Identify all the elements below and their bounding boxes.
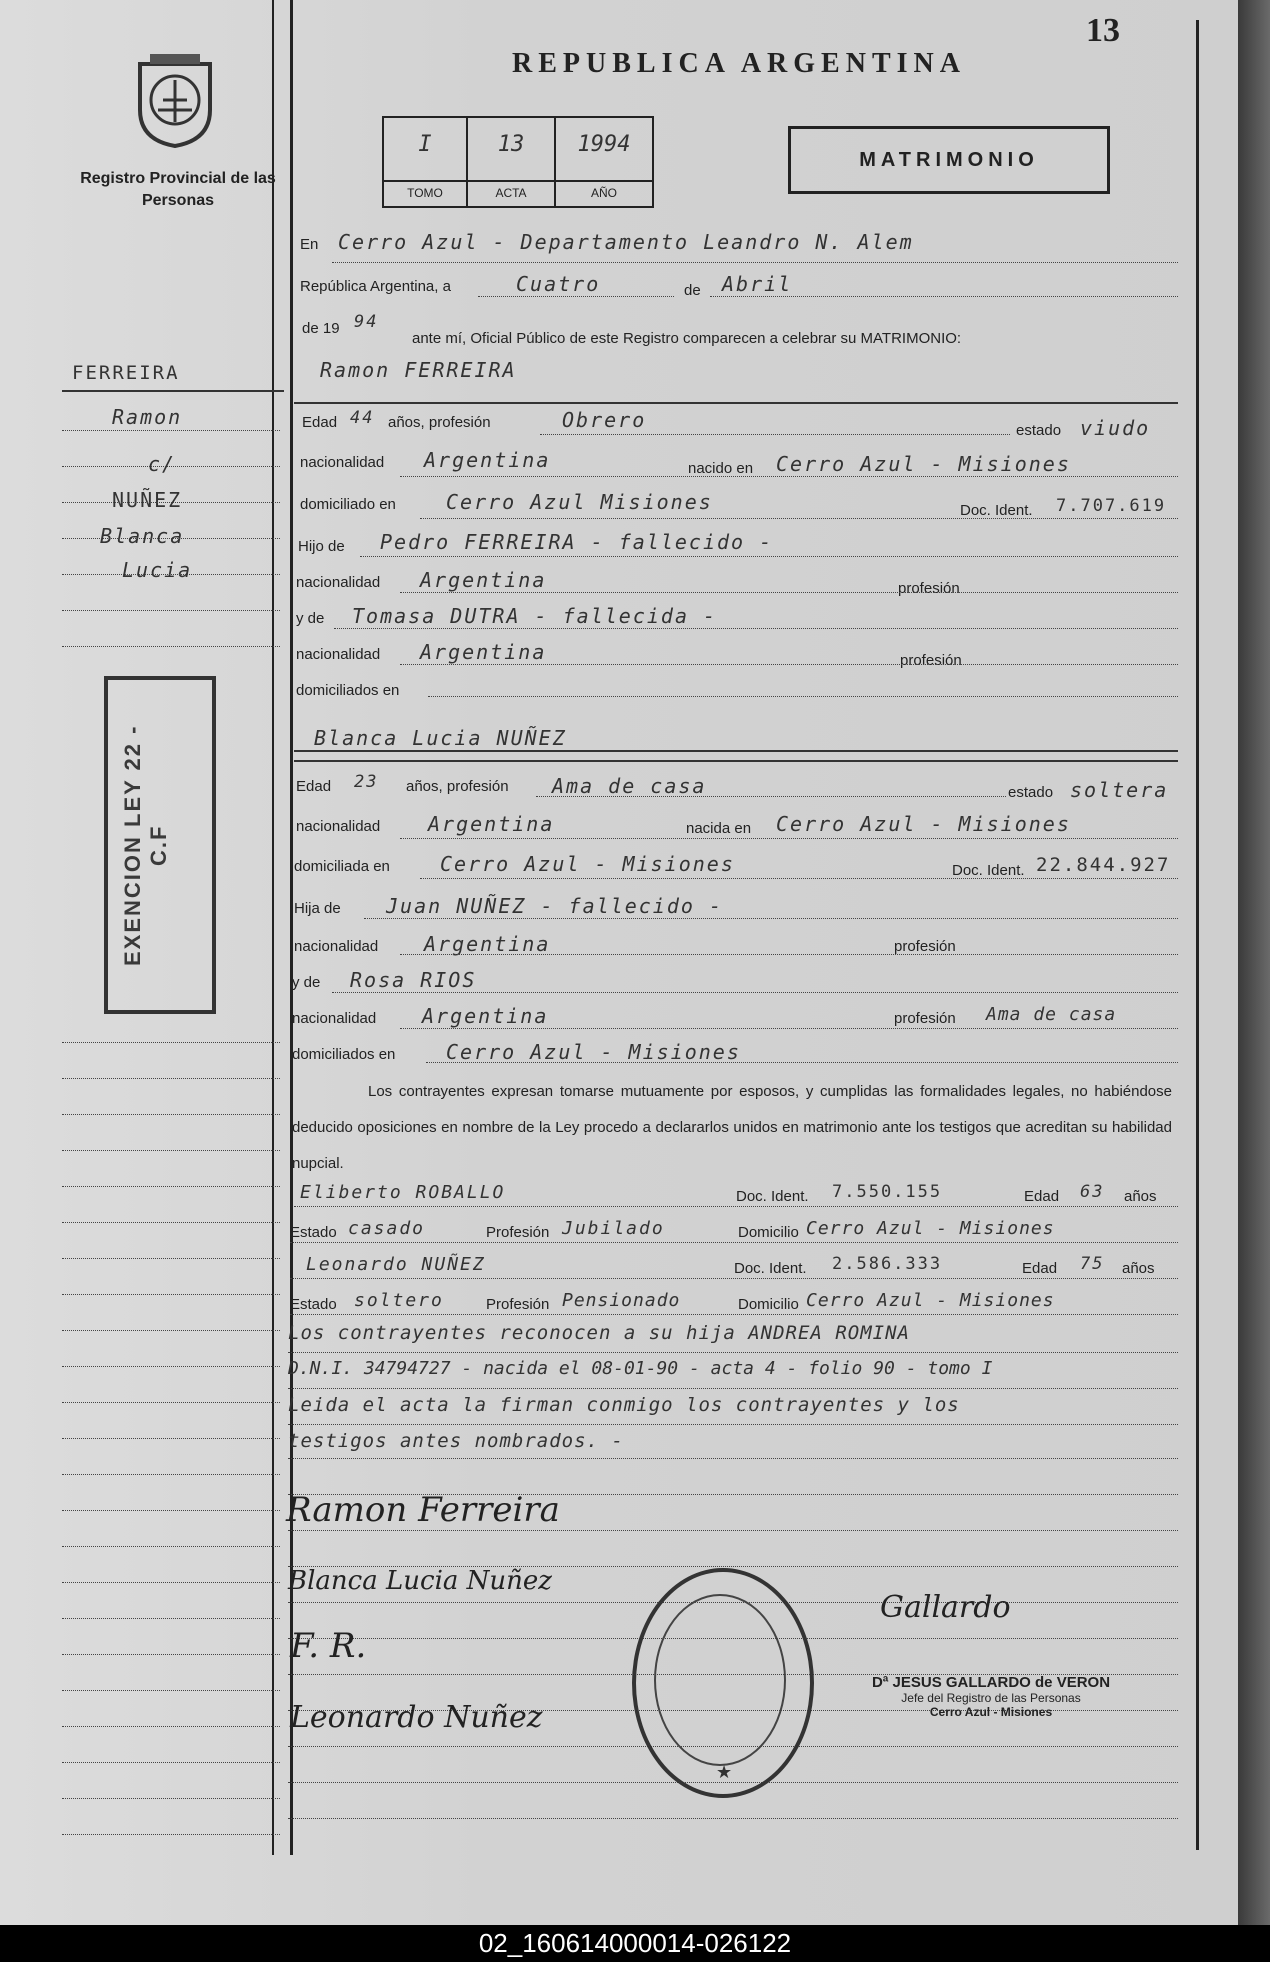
margin-ruled-line [62,1186,280,1187]
witness-2-estado-label: Estado [290,1296,337,1313]
witness-1-profesion: Jubilado [562,1218,665,1239]
exemption-stamp-text: EXENCION LEY 22 - C.F [120,724,171,966]
note-line: D.N.I. 34794727 - nacida el 08-01-90 - acta 4 - folio 90 - tomo I [288,1358,993,1379]
groom-padre-line [360,556,1178,557]
acta-cell [468,118,556,206]
witness-2-line2 [290,1314,1178,1315]
bride-madre-prof-label: profesión [894,1010,956,1027]
coat-of-arms-icon [130,50,220,150]
tomo-value: I [418,132,432,157]
bride-nac-line [400,838,1178,839]
groom-dom-label: domiciliado en [300,496,396,513]
bride-nacida: Cerro Azul - Misiones [776,812,1071,836]
groom-domiciliados-line [428,696,1178,697]
groom-padre: Pedro FERREIRA - fallecido - [380,530,774,554]
groom-madre-prof-label: profesión [900,652,962,669]
witness-2-name: Leonardo NUÑEZ [306,1254,486,1275]
margin-ruled-line [62,1078,280,1079]
margin-ruled-line [62,1834,280,1835]
bride-doc: 22.844.927 [1036,854,1171,876]
bride-edad: 23 [354,772,379,792]
margin-ruled-line [62,1690,280,1691]
bride-madre-nac: Argentina [422,1004,549,1028]
groom-doc-label: Doc. Ident. [960,502,1033,519]
record-number-box [382,116,654,208]
place-line [332,262,1178,263]
margin-ruled-line [62,1258,280,1259]
margin-ruled-line [62,430,280,431]
margin-ruled-line [62,502,280,503]
signature-bride: Blanca Lucia Nuñez [288,1566,552,1596]
anio-cell [556,118,652,206]
groom-anos-label: años, profesión [388,414,491,431]
witness-1-doc: 7.550.155 [832,1182,943,1202]
margin-line: NUÑEZ [112,488,183,512]
groom-padre-nac-label: nacionalidad [296,574,381,591]
tomo-label: TOMO [384,180,466,200]
margin-ruled-line [62,1042,280,1043]
republica-label: República Argentina, a [300,278,451,295]
groom-domicilio: Cerro Azul Misiones [446,490,713,514]
registry-name: Registro Provincial de las Personas [80,170,276,209]
groom-madre-nac-label: nacionalidad [296,646,381,663]
groom-yde-label: y de [296,610,325,627]
note-line: Los contrayentes reconocen a su hija ANDREA ROMINA [288,1322,910,1344]
margin-ruled-line [62,1618,280,1619]
groom-doc: 7.707.619 [1056,496,1167,516]
de-label: de [684,282,701,299]
bride-domiciliados-line [426,1062,1178,1063]
en-label: En [300,236,319,253]
image-caption: 02_160614000014-026122 [0,1925,1270,1962]
bride-nacionalidad: Argentina [428,812,555,836]
groom-padre-nac-line [400,592,1178,593]
margin-ruled-line [62,646,280,647]
groom-padre-prof-label: profesión [898,580,960,597]
official-name: Dª JESUS GALLARDO de VERON [871,1674,1111,1691]
witness-2-doc: 2.586.333 [832,1254,943,1274]
bride-domiciliados-label: domiciliados en [292,1046,396,1063]
margin-ruled-line [62,1222,280,1223]
witness-1-estado: casado [348,1218,426,1239]
ruled-line [288,1818,1178,1819]
witness-1-doc-label: Doc. Ident. [736,1188,809,1205]
groom-madre-nac-line [400,664,1178,665]
place-value: Cerro Azul - Departamento Leandro N. Alem [338,230,914,254]
month-line [710,296,1178,297]
acta-label: ACTA [468,180,554,200]
groom-padre-nac: Argentina [420,568,547,592]
signature-official: Gallardo [880,1590,1011,1625]
margin-rule-right [1196,20,1199,1850]
witness-2-estado: soltero [354,1290,444,1311]
note-rule [288,1352,1178,1353]
bride-yde-label: y de [292,974,321,991]
groom-profesion-line [540,434,1010,435]
groom-nacido: Cerro Azul - Misiones [776,452,1071,476]
groom-dom-line [420,518,1178,519]
margin-ruled-line [62,1582,280,1583]
bride-edad-label: Edad [296,778,332,795]
margin-ruled-line [62,1438,280,1439]
acta-value: 13 [497,132,525,157]
bride-profesion: Ama de casa [552,774,707,798]
groom-madre: Tomasa DUTRA - fallecida - [352,604,718,628]
margin-ruled-line [62,1294,280,1295]
margin-ruled-line [62,1366,280,1367]
note-rule [288,1388,1178,1389]
margin-ruled-line [62,1474,280,1475]
official-block [856,1674,1126,1719]
signature-groom: Ramon Ferreira [286,1490,560,1530]
bride-dom-label: domiciliada en [294,858,390,875]
margin-ruled-line [62,1510,280,1511]
groom-nac-line [400,476,1178,477]
bride-anos-label: años, profesión [406,778,509,795]
margin-rule-inner [272,0,274,1855]
groom-rule [294,402,1178,404]
margin-ruled-line [62,1762,280,1763]
official-place: Cerro Azul - Misiones [929,1705,1053,1719]
document-type-box: MATRIMONIO [788,126,1110,194]
margin-line: Ramon [112,405,183,429]
ante-text: ante mí, Oficial Público de este Registro comparecen a celebrar su MATRIMONIO: [412,330,962,347]
bride-nac-label: nacionalidad [296,818,381,835]
witness-1-edad: 63 [1080,1182,1105,1202]
note-rule [288,1458,1178,1459]
declaration-text: Los contrayentes expresan tomarse mutuamente por esposos, y cumplidas las formalidades legales, no habiéndose deducido oposiciones en nombre de la Ley procedo a declararlos unidos en matrimonio ante los testigos que acreditan su habilidad nupcial. [292,1083,1172,1172]
official-title: Jefe del Registro de las Personas [901,1691,1081,1705]
witness-2-profesion: Pensionado [562,1290,681,1311]
margin-ruled-line [62,1654,280,1655]
bride-rule-top [294,750,1178,752]
bride-nacida-label: nacida en [686,820,752,837]
witness-2-anos: años [1122,1260,1155,1277]
day-line [478,296,674,297]
bride-rule [294,760,1178,762]
margin-ruled-line [62,1330,280,1331]
margin-ruled-line [62,1402,280,1403]
groom-domiciliados-label: domiciliados en [296,682,400,699]
margin-ruled-line [62,1114,280,1115]
tomo-cell [384,118,468,206]
margin-ruled-line [62,574,280,575]
witness-1-line [294,1206,1178,1207]
witness-1-line2 [290,1242,1178,1243]
margin-ruled-line [62,610,280,611]
signature-witness-1: F. R. [290,1626,367,1666]
witness-2-dom-label: Domicilio [738,1296,799,1313]
bride-domiciliados: Cerro Azul - Misiones [446,1040,741,1064]
bride-madre: Rosa RIOS [350,968,477,992]
witness-1-estado-label: Estado [290,1224,337,1241]
margin-ruled-line [62,1798,280,1799]
anio-label: AÑO [556,180,652,200]
ruled-line [288,1530,1178,1531]
groom-nacido-label: nacido en [688,460,754,477]
bride-padre-nac-line [400,954,1178,955]
witness-2-domicilio: Cerro Azul - Misiones [806,1290,1055,1311]
bride-padre-nac: Argentina [424,932,551,956]
bride-domicilio: Cerro Azul - Misiones [440,852,735,876]
bride-profesion-line [536,796,1006,797]
groom-hijo-label: Hijo de [298,538,345,555]
margin-ruled-line [62,1150,280,1151]
bride-estado-label: estado [1008,784,1054,801]
year-prefix: de 19 [302,320,340,337]
groom-nac-label: nacionalidad [300,454,385,471]
witness-2-edad-label: Edad [1022,1260,1058,1277]
bride-madre-nac-label: nacionalidad [292,1010,377,1027]
bride-madre-prof: Ama de casa [986,1004,1117,1025]
margin-ruled-line [62,1726,280,1727]
witness-2-line [290,1278,1178,1279]
official-seal-inner [654,1594,786,1766]
note-line: testigos antes nombrados. - [288,1430,624,1452]
margin-line: FERREIRA [72,362,180,384]
bride-estado: soltera [1070,778,1169,802]
margin-line: Lucia [122,558,193,582]
witness-1-prof-label: Profesión [486,1224,550,1241]
groom-edad-label: Edad [302,414,338,431]
seal-star-icon: ★ [716,1762,733,1782]
bride-name: Blanca Lucia NUÑEZ [314,726,567,750]
groom-profesion: Obrero [562,408,647,432]
bride-dom-line [420,878,1178,879]
note-line: Leida el acta la firman conmigo los contrayentes y los [288,1394,960,1416]
margin-ruled-line [62,538,280,539]
bride-hija-label: Hija de [294,900,341,917]
witness-1-dom-label: Domicilio [738,1224,799,1241]
groom-name: Ramon FERREIRA [320,358,517,382]
witness-2-doc-label: Doc. Ident. [734,1260,807,1277]
month-value: Abril [722,272,793,296]
note-rule [288,1424,1178,1425]
witness-1-edad-label: Edad [1024,1188,1060,1205]
groom-madre-line [334,628,1178,629]
page-edge [1238,0,1270,1925]
bride-padre-line [364,918,1178,919]
groom-nacionalidad: Argentina [424,448,551,472]
witness-1-domicilio: Cerro Azul - Misiones [806,1218,1055,1239]
bride-doc-label: Doc. Ident. [952,862,1025,879]
day-value: Cuatro [516,272,601,296]
margin-line: Blanca [100,524,185,548]
bride-padre-nac-label: nacionalidad [294,938,379,955]
margin-rule [62,390,284,392]
bride-madre-line [332,992,1178,993]
year-value: 94 [354,312,379,332]
bride-padre: Juan NUÑEZ - fallecido - [386,894,723,918]
page-title: REPUBLICA ARGENTINA [512,48,966,79]
bride-padre-prof-label: profesión [894,938,956,955]
witness-1-anos: años [1124,1188,1157,1205]
witness-2-prof-label: Profesión [486,1296,550,1313]
anio-value: 1994 [577,132,631,157]
groom-estado: viudo [1080,416,1151,440]
groom-estado-label: estado [1016,422,1062,439]
margin-ruled-line [62,466,280,467]
groom-edad: 44 [350,408,375,428]
page-number: 13 [1086,12,1120,49]
witness-2-edad: 75 [1080,1254,1105,1274]
bride-madre-nac-line [400,1028,1178,1029]
margin-ruled-line [62,1546,280,1547]
groom-madre-nac: Argentina [420,640,547,664]
signature-witness-2: Leonardo Nuñez [290,1700,543,1735]
margin-line: c/ [148,452,177,476]
witness-1-name: Eliberto ROBALLO [300,1182,506,1203]
